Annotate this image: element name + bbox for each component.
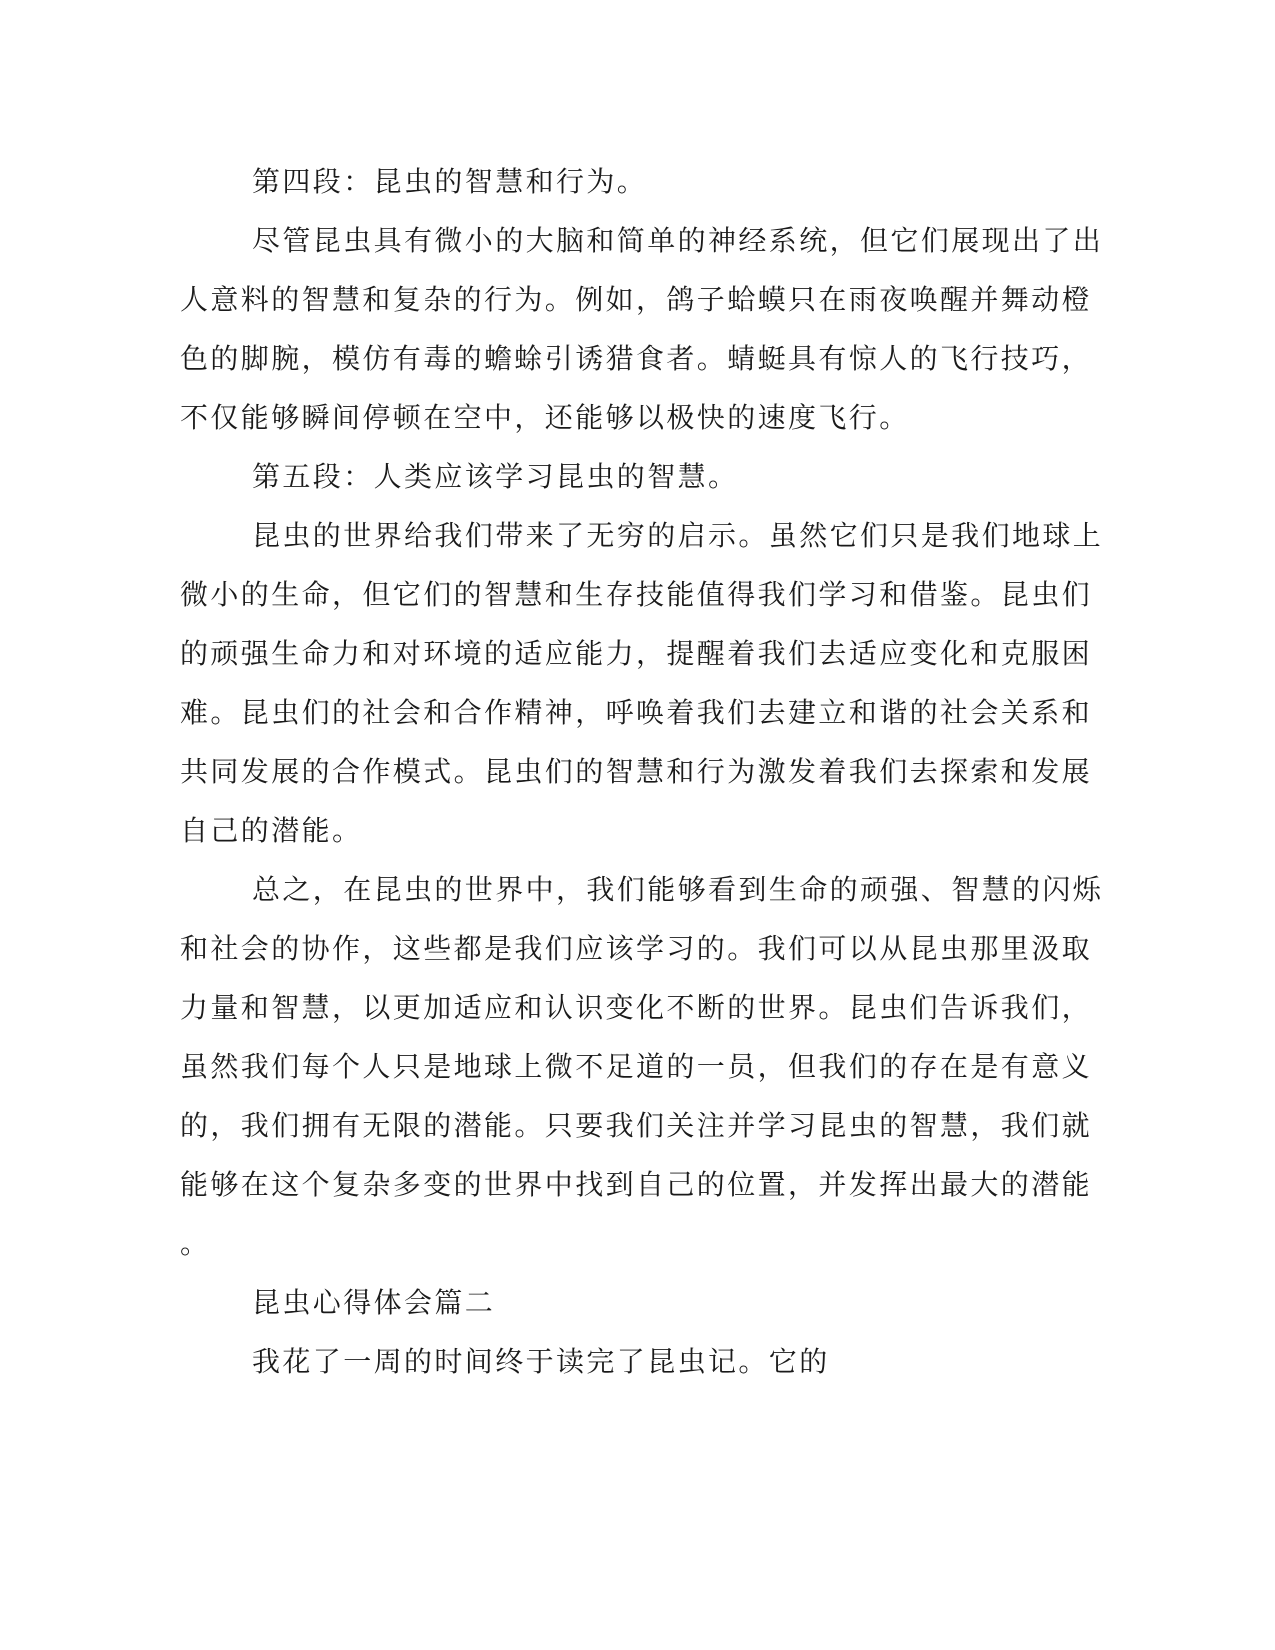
paragraph-line: 和社会的协作，这些都是我们应该学习的。我们可以从昆虫那里汲取 bbox=[180, 932, 1093, 965]
paragraph-line: 昆虫的世界给我们带来了无穷的启示。虽然它们只是我们地球上 bbox=[252, 519, 1104, 552]
paragraph-line: 微小的生命，但它们的智慧和生存技能值得我们学习和借鉴。昆虫们 bbox=[180, 578, 1093, 611]
paragraph-line: 力量和智慧，以更加适应和认识变化不断的世界。昆虫们告诉我们， bbox=[180, 991, 1093, 1024]
paragraph-line: 尽管昆虫具有微小的大脑和简单的神经系统，但它们展现出了出 bbox=[252, 224, 1104, 257]
section-heading-5: 第五段：人类应该学习昆虫的智慧。 bbox=[252, 460, 739, 493]
paragraph-line: 。 bbox=[180, 1227, 211, 1260]
paragraph-line: 虽然我们每个人只是地球上微不足道的一员，但我们的存在是有意义 bbox=[180, 1050, 1093, 1083]
paragraph-line: 自己的潜能。 bbox=[180, 814, 363, 847]
paragraph-line: 总之，在昆虫的世界中，我们能够看到生命的顽强、智慧的闪烁 bbox=[252, 873, 1104, 906]
paragraph-line: 不仅能够瞬间停顿在空中，还能够以极快的速度飞行。 bbox=[180, 401, 910, 434]
paragraph-line: 的顽强生命力和对环境的适应能力，提醒着我们去适应变化和克服困 bbox=[180, 637, 1093, 670]
paragraph-line: 我花了一周的时间终于读完了昆虫记。它的 bbox=[252, 1345, 830, 1378]
paragraph-line: 能够在这个复杂多变的世界中找到自己的位置，并发挥出最大的潜能 bbox=[180, 1168, 1093, 1201]
paragraph-line: 的，我们拥有无限的潜能。只要我们关注并学习昆虫的智慧，我们就 bbox=[180, 1109, 1093, 1142]
paragraph-line: 共同发展的合作模式。昆虫们的智慧和行为激发着我们去探索和发展 bbox=[180, 755, 1093, 788]
article-title: 昆虫心得体会篇二 bbox=[252, 1286, 496, 1319]
paragraph-line: 色的脚腕，模仿有毒的蟾蜍引诱猎食者。蜻蜓具有惊人的飞行技巧， bbox=[180, 342, 1093, 375]
section-heading-4: 第四段：昆虫的智慧和行为。 bbox=[252, 165, 648, 198]
paragraph-line: 人意料的智慧和复杂的行为。例如，鸽子蛤蟆只在雨夜唤醒并舞动橙 bbox=[180, 283, 1093, 316]
paragraph-line: 难。昆虫们的社会和合作精神，呼唤着我们去建立和谐的社会关系和 bbox=[180, 696, 1093, 729]
